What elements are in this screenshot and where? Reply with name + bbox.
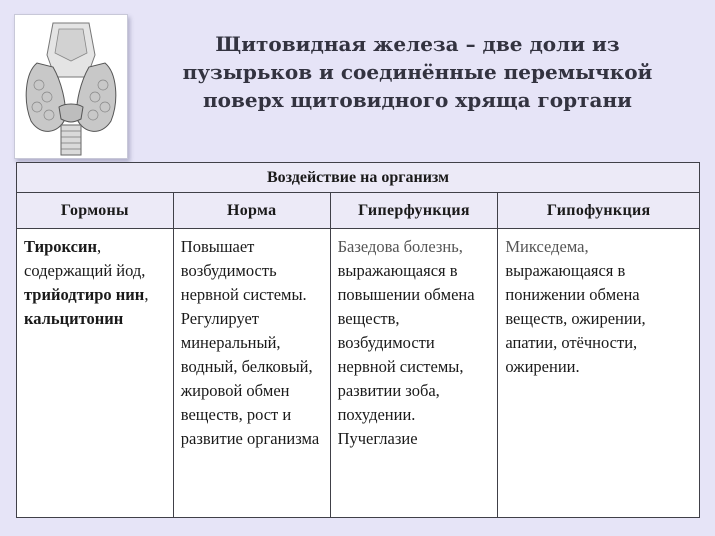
thyroid-illustration xyxy=(14,14,128,159)
hormone-thyroxine-note: , содержащий йод, xyxy=(24,237,146,280)
hormone-effects-table xyxy=(16,162,700,518)
table-caption-row xyxy=(17,163,700,193)
slide-title xyxy=(140,30,695,114)
cell-hyperfunction xyxy=(330,229,498,518)
hyper-description: выражающаяся в повышении обмена веществ, возбудимости нервной системы, развитии зоба, похудении. Пучеглазие xyxy=(337,261,475,448)
table-caption: Воздействие на организм xyxy=(17,163,700,193)
hormone-thyroxine: Тироксин xyxy=(24,237,97,256)
hormone-calcitonin: кальцитонин xyxy=(24,309,124,328)
header-hormones: Гормоны xyxy=(17,193,174,229)
cell-norm: Повышает возбудимость нервной системы. Регулирует минеральный, водный, белковый, жировой обмен веществ, рост и развитие организма xyxy=(173,229,330,518)
hypo-description: выражающаяся в понижении обмена веществ, ожирении, апатии, отёчности, ожирении. xyxy=(505,261,646,376)
cell-hypofunction xyxy=(498,229,700,518)
table-row xyxy=(17,229,700,518)
hypo-disease-name: Микседема, xyxy=(505,237,589,256)
title-line-2: пузырьков и соединённые перемычкой xyxy=(182,60,653,84)
hormone-separator: , xyxy=(144,285,149,304)
hormone-triiodothyronine: трийодтиро нин xyxy=(24,285,145,304)
header-norm: Норма xyxy=(173,193,330,229)
header-hyperfunction: Гиперфункция xyxy=(330,193,498,229)
table-header-row xyxy=(17,193,700,229)
header-hypofunction: Гипофункция xyxy=(498,193,700,229)
hyper-disease-name: Базедова болезнь, xyxy=(337,237,463,256)
title-line-3: поверх щитовидного хряща гортани xyxy=(203,88,632,112)
title-line-1: Щитовидная железа – две доли из xyxy=(215,32,620,56)
cell-hormones xyxy=(17,229,174,518)
